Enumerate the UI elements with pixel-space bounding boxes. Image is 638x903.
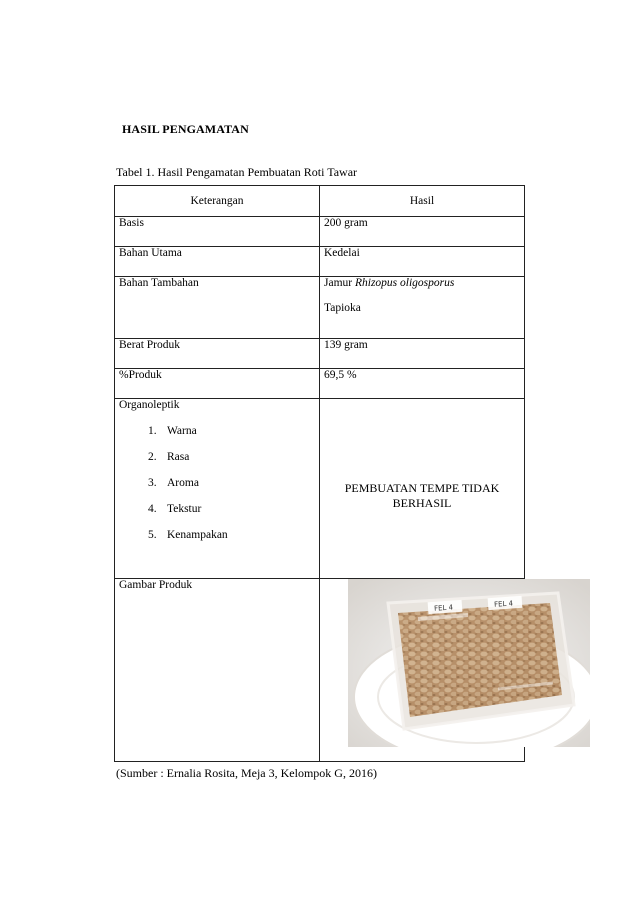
photo-label-2: FEL 4	[493, 599, 514, 609]
row-value-berat-produk: 139 gram	[320, 339, 525, 369]
photo-label-1: FEL 4	[433, 603, 454, 613]
page-heading: HASIL PENGAMATAN	[122, 122, 249, 136]
plastic-bag	[388, 593, 574, 729]
row-label-persen-produk: %Produk	[115, 369, 320, 399]
list-text: Warna	[167, 425, 197, 437]
table-caption: Tabel 1. Hasil Pengamatan Pembuatan Roti Tawar	[116, 165, 358, 179]
header-hasil: Hasil	[320, 186, 525, 217]
list-number: 5.	[148, 529, 157, 541]
organoleptik-list	[119, 425, 315, 541]
row-value-bahan-utama: Kedelai	[320, 247, 525, 277]
list-item	[119, 477, 315, 489]
table-row	[115, 277, 525, 339]
product-photo-illustration	[348, 579, 590, 747]
list-text: Rasa	[167, 451, 190, 463]
table-header-row	[115, 186, 525, 217]
table-row	[115, 339, 525, 369]
table-row	[115, 399, 525, 579]
list-item	[119, 451, 315, 463]
row-label-basis: Basis	[115, 217, 320, 247]
bahan-tambahan-line-2: Tapioka	[324, 302, 361, 314]
list-text: Tekstur	[167, 503, 202, 515]
header-keterangan: Keterangan	[115, 186, 320, 217]
product-photo	[348, 579, 590, 747]
bahan-tambahan-line-1	[324, 277, 520, 289]
bahan-tambahan-species: Rhizopus oligosporus	[354, 277, 455, 289]
observation-table	[114, 185, 525, 762]
row-value-gambar-produk	[320, 579, 525, 762]
table-row	[115, 247, 525, 277]
table-row	[115, 369, 525, 399]
bag-label-left	[428, 600, 463, 614]
list-item	[119, 503, 315, 515]
table-row	[115, 579, 525, 762]
row-value-organoleptik: PEMBUATAN TEMPE TIDAK BERHASIL	[320, 399, 525, 579]
table-row	[115, 217, 525, 247]
row-value-bahan-tambahan	[320, 277, 525, 339]
list-number: 1.	[148, 425, 157, 437]
bag-label-right	[488, 596, 523, 610]
row-label-bahan-tambahan: Bahan Tambahan	[115, 277, 320, 339]
list-number: 3.	[148, 477, 157, 489]
row-label-berat-produk: Berat Produk	[115, 339, 320, 369]
row-value-persen-produk: 69,5 %	[320, 369, 525, 399]
list-text: Kenampakan	[167, 529, 228, 541]
bahan-tambahan-prefix: Jamur	[324, 277, 355, 289]
row-value-basis: 200 gram	[320, 217, 525, 247]
row-label-bahan-utama: Bahan Utama	[115, 247, 320, 277]
row-label-organoleptik	[115, 399, 320, 579]
list-text: Aroma	[167, 477, 199, 489]
source-citation: (Sumber : Ernalia Rosita, Meja 3, Kelompok G, 2016)	[116, 766, 377, 780]
row-label-gambar-produk: Gambar Produk	[115, 579, 320, 762]
list-number: 2.	[148, 451, 157, 463]
list-item	[119, 425, 315, 437]
organoleptik-title: Organoleptik	[119, 399, 180, 411]
list-item	[119, 529, 315, 541]
list-number: 4.	[148, 503, 157, 515]
